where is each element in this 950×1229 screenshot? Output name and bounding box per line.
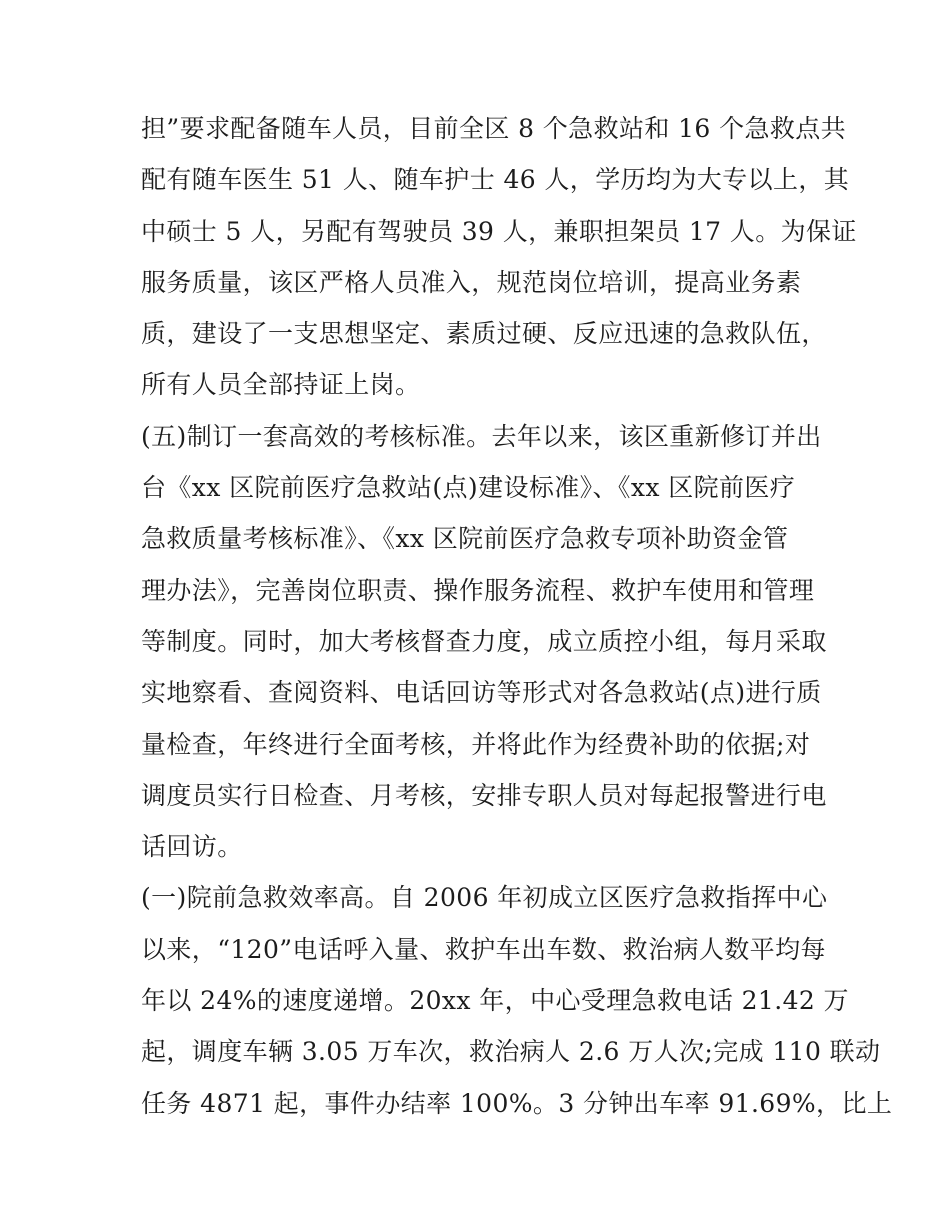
text-line: 质，建设了一支思想坚定、素质过硬、反应迅速的急救队伍， [141,319,827,349]
text-line: 担”要求配备随车人员，目前全区 8 个急救站和 16 个急救点共 [141,114,847,143]
text-line: 调度员实行日检查、月考核，安排专职人员对每起报警进行电 [141,780,827,810]
body-text [141,103,893,1129]
text-line: 配有随车医生 51 人、随车护士 46 人，学历均为大专以上，其 [141,165,850,195]
text-line: 台《xx 区院前医疗急救站(点)建设标准》、《xx 区院前医疗 [141,473,796,503]
section-heading-line: (一)院前急救效率高。自 2006 年初成立区医疗急救指挥中心 [141,883,828,913]
section-heading-line: (五)制订一套高效的考核标准。去年以来，该区重新修订并出 [141,421,822,451]
text-line: 中硕士 5 人，另配有驾驶员 39 人，兼职担架员 17 人。为保证 [141,216,857,246]
text-line: 所有人员全部持证上岗。 [141,370,421,400]
text-line: 话回访。 [141,832,243,862]
text-line: 年以 24%的速度递增。20xx 年，中心受理急救电话 21.42 万 [141,986,849,1016]
text-line: 理办法》，完善岗位职责、操作服务流程、救护车使用和管理 [141,575,815,605]
text-line: 服务质量，该区严格人员准入，规范岗位培训，提高业务素 [141,267,802,297]
text-line: 起，调度车辆 3.05 万车次，救治病人 2.6 万人次;完成 110 联动 [141,1037,881,1067]
text-line: 量检查，年终进行全面考核，并将此作为经费补助的依据;对 [141,729,811,759]
text-line: 等制度。同时，加大考核督查力度，成立质控小组，每月采取 [141,626,827,656]
text-line: 任务 4871 起，事件办结率 100%。3 分钟出车率 91.69%，比上 [141,1088,893,1118]
text-line: 急救质量考核标准》、《xx 区院前医疗急救专项补助资金管 [141,524,789,554]
text-line: 实地察看、查阅资料、电话回访等形式对各急救站(点)进行质 [141,678,822,708]
text-line: 以来，“120”电话呼入量、救护车出车数、救治病人数平均每 [141,934,826,964]
